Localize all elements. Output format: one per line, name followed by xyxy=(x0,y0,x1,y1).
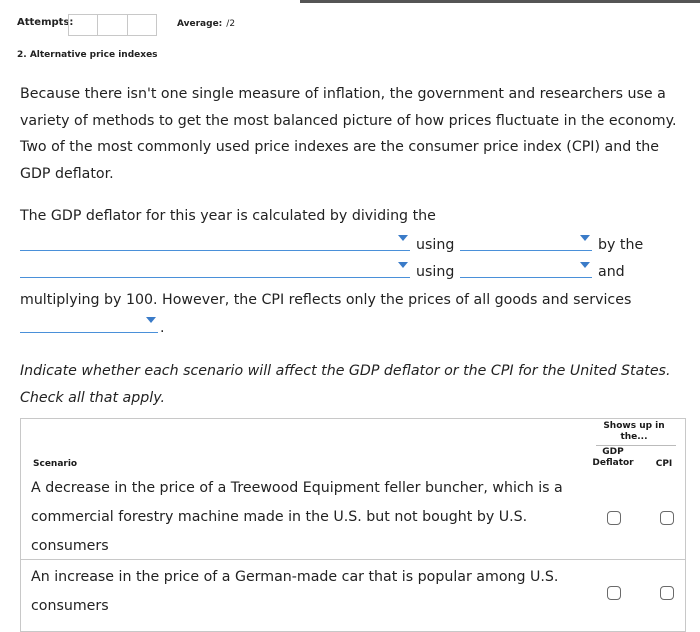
intro-paragraph: Because there isn't one single measure of inflation, the government and researchers use a variety of methods to get the most balanced picture of how prices fluctuate in the economy. Two of the most commonly used price indexes are the consumer price index (CPI) and the GDP deflator. xyxy=(20,86,677,183)
gdp-deflator-checkbox[interactable] xyxy=(607,586,621,600)
denominator-prices-dropdown[interactable] xyxy=(460,259,592,278)
period-text: . xyxy=(160,320,165,336)
cpi-sentence: multiplying by 100. However, the CPI reflects only the prices of all goods and services xyxy=(20,292,632,308)
scenario-text: A decrease in the price of a Treewood Equipment feller buncher, which is a commercial forestry machine made in the U.S. but not bought by U.S. consumers xyxy=(31,480,563,554)
cpi-scope-dropdown[interactable] xyxy=(20,314,158,333)
shows-up-header: Shows up in the... xyxy=(603,421,665,442)
using-text: using xyxy=(416,264,455,280)
scenario-header: Scenario xyxy=(33,459,78,469)
denominator-quantity-dropdown[interactable] xyxy=(20,259,410,278)
chevron-down-icon xyxy=(398,262,408,268)
gdp-deflator-header: GDP Deflator xyxy=(592,447,634,468)
cpi-header: CPI xyxy=(655,459,673,469)
attempts-label: Attempts: xyxy=(17,17,74,28)
attempts-indicator xyxy=(68,14,157,36)
cpi-checkbox[interactable] xyxy=(660,511,674,525)
attempt-box xyxy=(98,15,127,35)
average-score: /2 xyxy=(226,19,236,29)
table-row xyxy=(21,560,685,630)
numerator-prices-dropdown[interactable] xyxy=(460,232,592,251)
scenario-text: An increase in the price of a German-made car that is popular among U.S. consumers xyxy=(31,569,559,614)
header-divider xyxy=(596,445,676,446)
attempt-box xyxy=(128,15,156,35)
chevron-down-icon xyxy=(580,262,590,268)
gdp-sentence-start: The GDP deflator for this year is calculated by dividing the xyxy=(20,208,436,224)
using-text: using xyxy=(416,237,455,253)
attempt-box xyxy=(69,15,98,35)
and-text: and xyxy=(598,264,625,280)
scenario-table xyxy=(20,418,686,632)
chevron-down-icon xyxy=(146,317,156,323)
question-title: 2. Alternative price indexes xyxy=(17,50,158,60)
average-label: Average: /2 xyxy=(177,19,236,29)
gdp-deflator-checkbox[interactable] xyxy=(607,511,621,525)
chevron-down-icon xyxy=(398,235,408,241)
table-row xyxy=(21,471,685,560)
cpi-checkbox[interactable] xyxy=(660,586,674,600)
chevron-down-icon xyxy=(580,235,590,241)
instructions: Indicate whether each scenario will affect the GDP deflator or the CPI for the United States. Check all that apply. xyxy=(20,363,671,406)
top-border-line xyxy=(300,0,700,3)
by-the-text: by the xyxy=(598,237,644,253)
numerator-quantity-dropdown[interactable] xyxy=(20,232,410,251)
